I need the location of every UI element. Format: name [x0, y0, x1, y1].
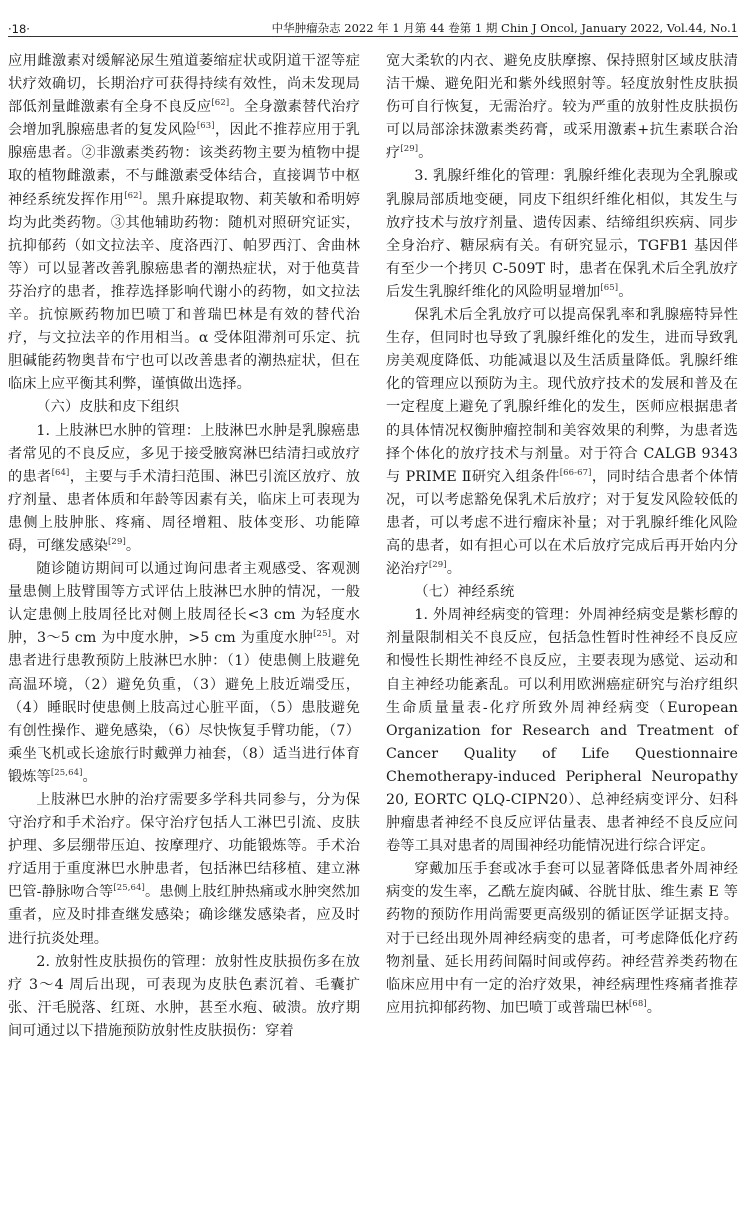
paragraph-text: 。对患者进行患教预防上肢淋巴水肿：（1）使患侧上肢避免高温环境，（2）避免负重，（3）避免上肢近端受压，（4）睡眠时使患侧上肢高过心脏平面，（5）患肢避免有创性操作、避免感染，（6）尽快恢复手臂功能，（7）乘坐飞机或长途旅行时戴弹力袖套，（8）适当进行体育锻炼等 [8, 630, 361, 785]
citation-ref: [25,64] [50, 767, 83, 778]
left-column [8, 50, 360, 1043]
paragraph [386, 858, 738, 1020]
paragraph-text: 1. 上肢淋巴水肿的管理：上肢淋巴水肿是乳腺癌患者常见的不良反应，多见于接受腋窝淋巴结清扫或放疗的患者 [8, 422, 360, 485]
paragraph-text: 应用雌激素对缓解泌尿生殖道萎缩症状或阴道干涩等症状疗效确切，长期治疗可获得持续有效性，尚未发现局部低剂量雌激素有全身不良反应 [8, 53, 360, 116]
citation-ref: [63] [196, 121, 215, 132]
paragraph-text: 。 [82, 768, 97, 785]
page-header [8, 14, 738, 37]
citation-ref: [68] [628, 998, 647, 1009]
paragraph-text: ，同时结合患者个体情况，可以考虑豁免保乳术后放疗；对于复发风险较低的患者，可以考虑不进行瘤床补量；对于乳腺纤维化风险高的患者，如有担心可以在术后放疗完成后再开始内分泌治疗 [386, 468, 738, 578]
citation-ref: [62] [124, 190, 143, 201]
section-heading-nervous-system: （七）神经系统 [414, 584, 515, 601]
citation-ref: [62] [211, 98, 230, 109]
paragraph [8, 789, 360, 951]
paragraph: 2. 放射性皮肤损伤的管理：放射性皮肤损伤多在放疗 3～4 周后出现，可表现为皮肤色素沉着、毛囊扩张、汗毛脱落、红斑、水肿，甚至水疱、破溃。放疗期间可通过以下措施预防放射性皮肤损伤：穿着 [8, 953, 360, 1039]
citation-ref: [66-67] [559, 467, 592, 478]
journal-citation: 中华肿瘤杂志 2022 年 1 月第 44 卷第 1 期 Chin J Oncol, January 2022, Vol.44, No.1 [271, 21, 738, 35]
paragraph [386, 165, 738, 304]
paragraph-text: 宽大柔软的内衣、避免皮肤摩擦、保持照射区域皮肤清洁干燥、避免阳光和紫外线照射等。轻度放射性皮肤损伤可自行恢复，无需治疗。较为严重的放射性皮肤损伤可以局部涂抹激素类药膏，或采用激素+抗生素联合治疗 [386, 53, 738, 162]
paragraph-text: 。患侧上肢红肿热痛或水肿突然加重者，应及时排查继发感染；确诊继发感染者，应及时进行抗炎处理。 [8, 884, 360, 947]
paragraph-text: 。 [446, 561, 462, 578]
paragraph [386, 50, 738, 165]
citation-ref: [25] [313, 629, 331, 640]
paragraph: 1. 外周神经病变的管理：外周神经病变是紫杉醇的剂量限制相关不良反应，包括急性暂时性神经不良反应和慢性长期性神经不良反应，主要表现为感觉、运动和自主神经功能紊乱。可以利用欧洲癌症研究与治疗组织生命质量量表-化疗所致外周神经病变（European Organization for Research and Treatment of Cancer Quality of Life Questionnaire Chemotherapy-induced Peripheral Neuropathy 20, EORTC QLQ-CIPN20）、总神经病变评分、妇科肿瘤患者神经不良反应评估量表、患者神经不良反应问卷等工具对患者的周围神经功能情况进行综合评定。 [386, 607, 738, 855]
paragraph-text: 。 [125, 537, 141, 554]
paragraph [386, 304, 738, 581]
citation-ref: [65] [600, 282, 619, 293]
citation-ref: [25,64] [113, 883, 145, 894]
paragraph-text: ，主要与手术清扫范围、淋巴引流区放疗、放疗剂量、患者体质和年龄等因素有关，临床上可表现为患侧上肢肿胀、疼痛、周径增粗、肢体变形、功能障碍，可继发感染 [8, 468, 360, 554]
citation-ref: [29] [108, 536, 126, 547]
paragraph-text: 穿戴加压手套或冰手套可以显著降低患者外周神经病变的发生率，乙酰左旋肉碱、谷胱甘肽、维生素 E 等药物的预防作用尚需要更高级别的循证医学证据支持。对于已经出现外周神经病变的患者，可考虑降低化疗药物剂量、延长用药间隔时间或停药。神经营养类药物在临床应用中有一定的治疗效果，神经病理性疼痛者推荐应用抗抑郁药物、加巴喷丁或普瑞巴林 [386, 861, 738, 1016]
citation-ref: [29] [400, 144, 419, 155]
paragraph-text: 3. 乳腺纤维化的管理：乳腺纤维化表现为全乳腺或乳腺局部质地变硬，同皮下组织纤维化相似，其发生与放疗技术与放疗剂量、遗传因素、结缔组织疾病、同步全身治疗、糖尿病有关。有研究显示，TGFB1 基因伴有至少一个拷贝 C-509T 时，患者在保乳术后全乳放疗后发生乳腺纤维化的风险明显增加 [386, 168, 738, 300]
paragraph-text: 随诊随访期间可以通过询问患者主观感受、客观测量患侧上肢臂围等方式评估上肢淋巴水肿的情况，一般认定患侧上肢周径比对侧上肢周径长<3 cm 为轻度水肿，3～5 cm 为中度水肿，>5 cm 为重度水肿 [8, 561, 360, 647]
paragraph [8, 50, 360, 396]
page-number: ·18· [8, 22, 30, 36]
right-column [386, 50, 738, 1020]
citation-ref: [29] [428, 560, 447, 571]
paragraph [8, 420, 360, 559]
paragraph-text: 上肢淋巴水肿的治疗需要多学科共同参与，分为保守治疗和手术治疗。保守治疗包括人工淋巴引流、皮肤护理、多层绷带压迫、按摩理疗、功能锻炼等。手术治疗适用于重度淋巴水肿患者，包括淋巴结移植、建立淋巴管-静脉吻合等 [8, 792, 360, 901]
section-heading-skin: （六）皮肤和皮下组织 [36, 399, 180, 416]
paragraph-text: 。 [646, 999, 662, 1016]
citation-ref: [64] [51, 467, 70, 478]
paragraph [8, 558, 360, 789]
paragraph-text: 。 [618, 283, 633, 300]
paragraph-text: ，因此不推荐应用于乳腺癌患者。②非激素类药物：该类药物主要为植物中提取的植物雌激素，不与雌激素受体结合，直接调节中枢神经系统发挥作用 [8, 122, 360, 208]
paragraph-text: 保乳术后全乳放疗可以提高保乳率和乳腺癌特异性生存，但同时也导致了乳腺纤维化的发生，进而导致乳房美观度降低、功能减退以及生活质量降低。乳腺纤维化的管理应以预防为主。现代放疗技术的发展和普及在一定程度上避免了乳腺纤维化的发生，医师应根据患者的具体情况权衡肿瘤控制和美容效果的利弊，为患者选择个体化的放疗技术与剂量。对于符合 CALGB 9343 与 PRIME Ⅱ研究入组条件 [386, 307, 738, 485]
paragraph-text: 。 [418, 145, 433, 162]
paragraph-text: 。全身激素替代治疗会增加乳腺癌患者的复发风险 [8, 99, 360, 139]
paragraph-text: 。黑升麻提取物、莉芙敏和希明婷均为此类药物。③其他辅助药物：随机对照研究证实，抗抑郁药（如文拉法辛、度洛西汀、帕罗西汀、舍曲林等）可以显著改善乳腺癌患者的潮热症状，对于他莫昔芬治疗的患者，推荐选择影响代谢小的药物，如文拉法辛。抗惊厥药物加巴喷丁和普瑞巴林是有效的替代治疗，与文拉法辛的作用相当。α 受体阻滞剂可乐定、抗胆碱能药物奥昔布宁也可以改善患者的潮热症状，但在临床上应平衡其利弊，谨慎做出选择。 [8, 191, 360, 393]
